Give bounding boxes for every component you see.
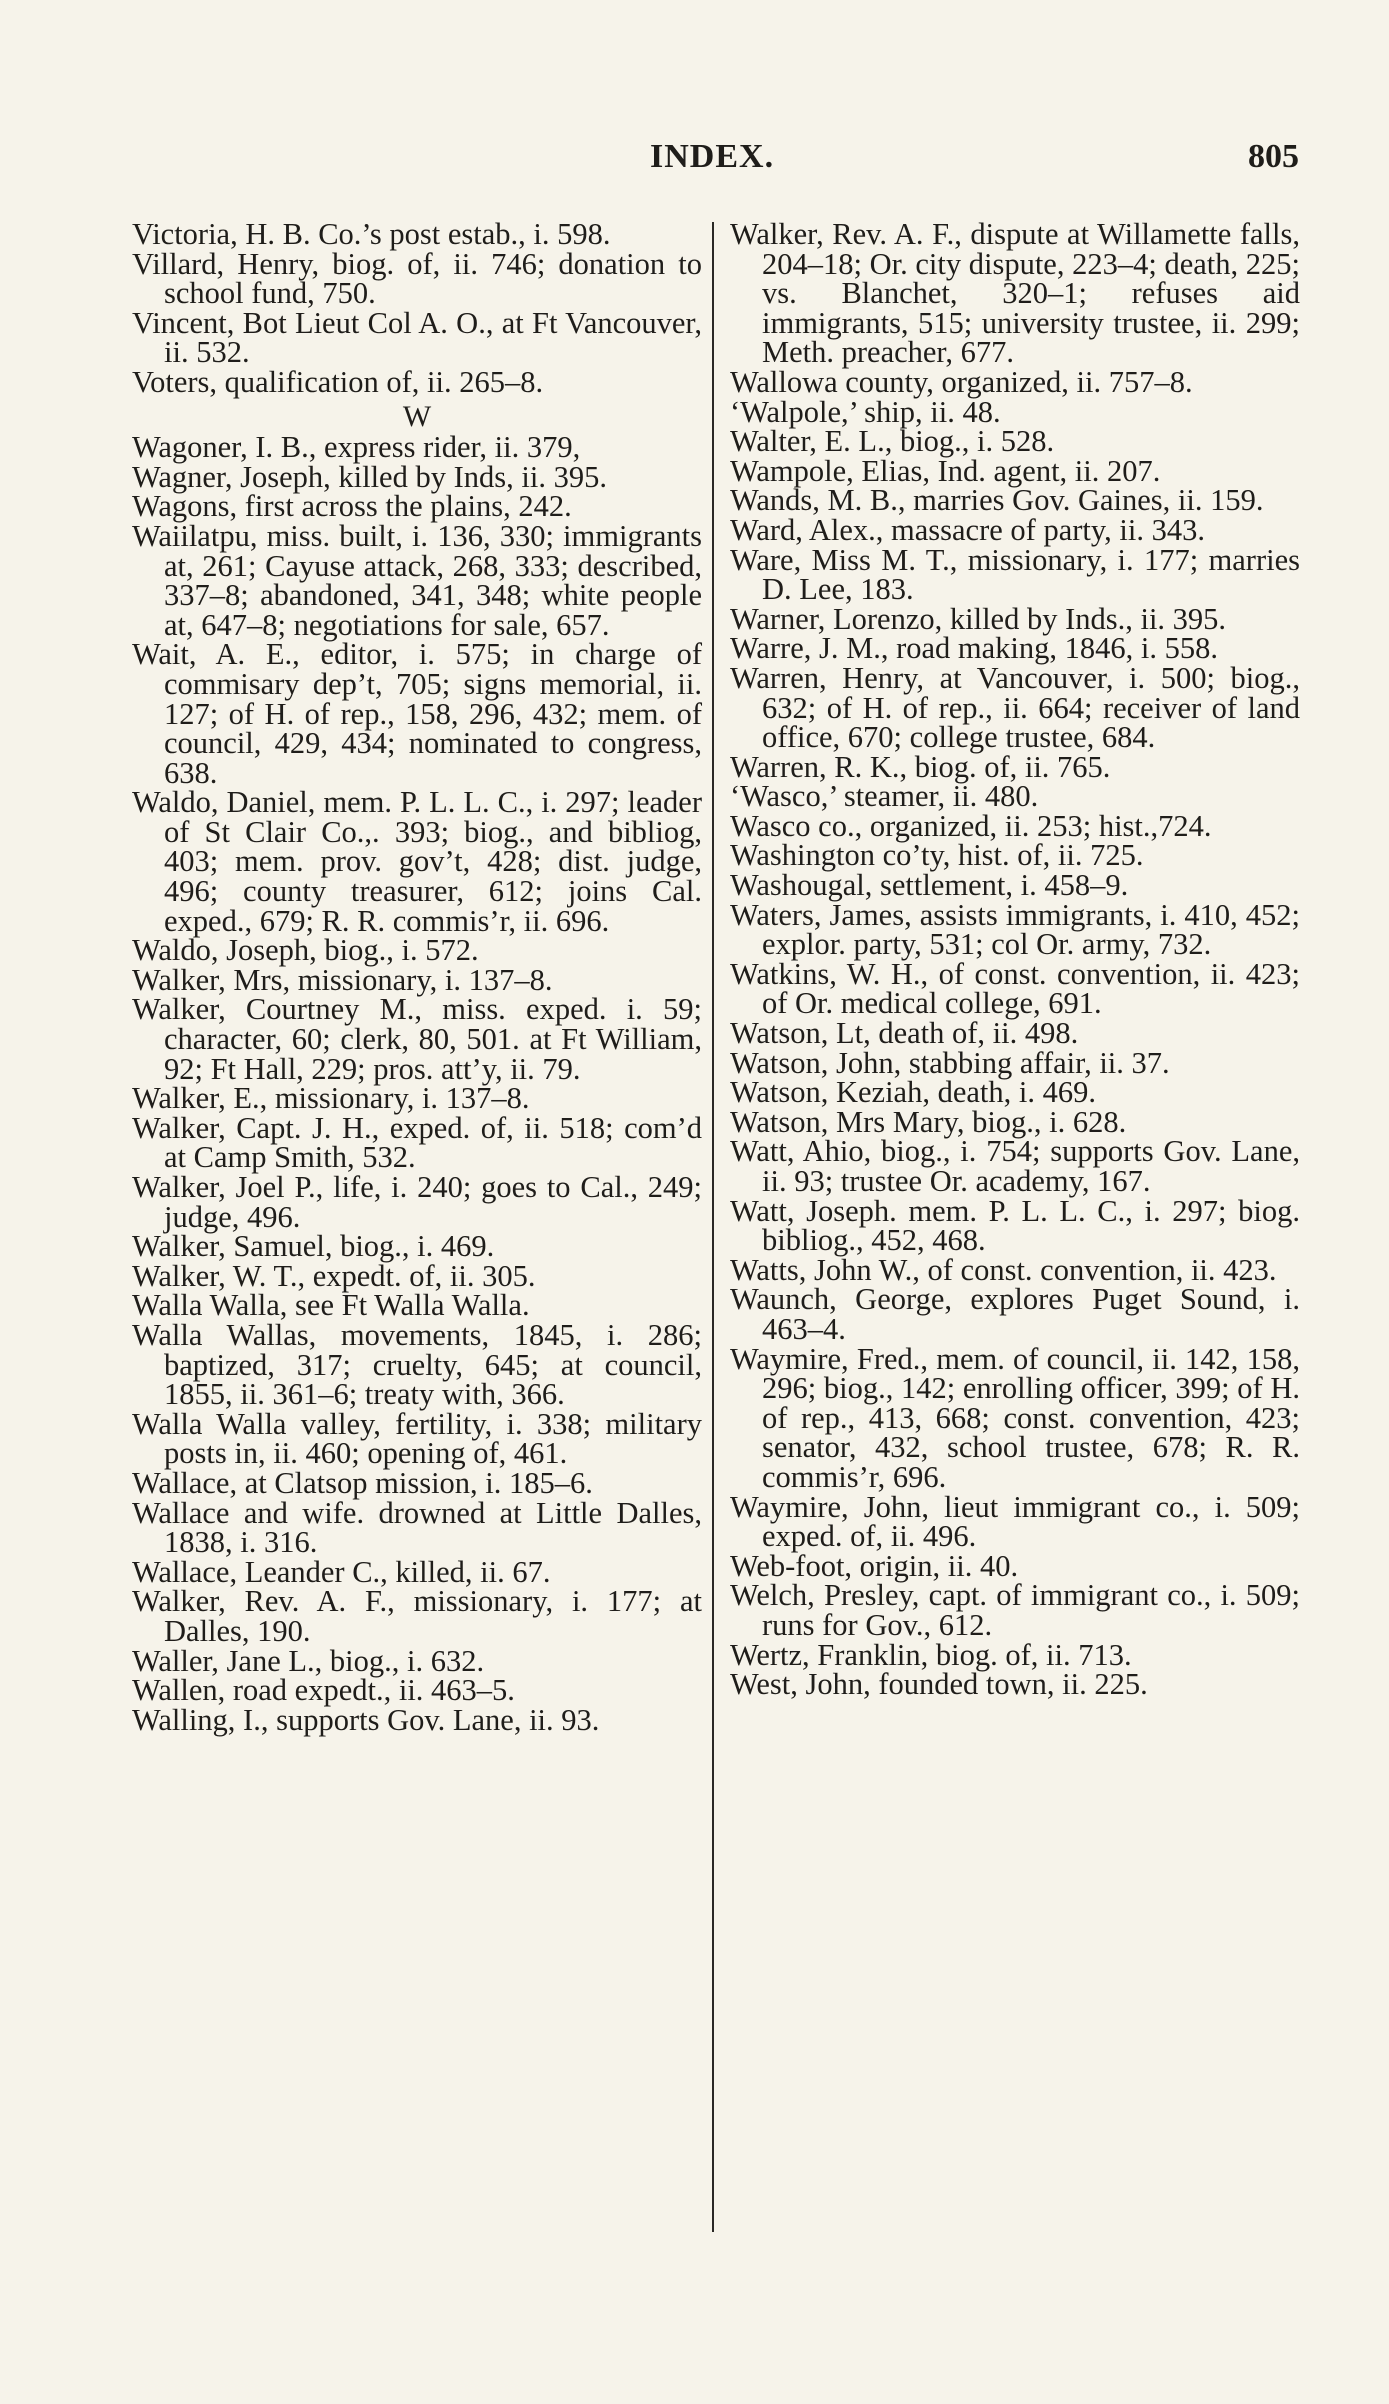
- index-entry: Wertz, Franklin, biog. of, ii. 713.: [730, 1637, 1132, 1672]
- index-entry: ‘Walpole,’ ship, ii. 48.: [730, 394, 1001, 429]
- index-entry: Wallowa county, organized, ii. 757–8.: [730, 364, 1193, 399]
- index-entry: Warren, R. K., biog. of, ii. 765.: [730, 749, 1111, 784]
- index-entry: Watson, Mrs Mary, biog., i. 628.: [730, 1104, 1127, 1139]
- index-entry: Wallace and wife. drowned at Little Dalles, 1838, i. 316.: [132, 1495, 702, 1560]
- index-entry: Walker, Joel P., life, i. 240; goes to Cal., 249; judge, 496.: [132, 1170, 702, 1234]
- index-entry: Warren, Henry, at Vancouver, i. 500; biog., 632; of H. of rep., ii. 664; receiver of land office, 670; college trustee, 684.: [730, 660, 1300, 755]
- index-entry: Wallace, at Clatsop mission, i. 185–6.: [132, 1465, 593, 1500]
- index-entry: Waldo, Joseph, biog., i. 572.: [132, 933, 479, 968]
- index-entry: Waymire, Fred., mem. of council, ii. 142, 158, 296; biog., 142; enrolling officer, 399; of H. of rep., 413, 668; const. convention, 423; senator, 432, school trustee, 678; R. R. commis’r, 696.: [730, 1341, 1300, 1494]
- entries-after-w: [132, 430, 702, 1737]
- index-entry: Wallace, Leander C., killed, ii. 67.: [132, 1554, 551, 1589]
- index-entry: Waunch, George, explores Puget Sound, i. 463–4.: [730, 1282, 1300, 1346]
- index-entry: Wagons, first across the plains, 242.: [132, 489, 572, 524]
- index-entry: Voters, qualification of, ii. 265–8.: [132, 364, 544, 399]
- index-entry: Waiilatpu, miss. built, i. 136, 330; immigrants at, 261; Cayuse attack, 268, 333; described, 337–8; abandoned, 341, 348; white people at, 647–8; negotiations for sale, 657.: [132, 518, 702, 642]
- index-entry: Walker, Courtney M., miss. exped. i. 59; character, 60; clerk, 80, 501. at Ft William, 92; Ft Hall, 229; pros. att’y, ii. 79.: [132, 992, 702, 1086]
- right-entries: [730, 217, 1300, 1702]
- index-entry: Victoria, H. B. Co.’s post estab., i. 598.: [132, 217, 611, 251]
- entries-before-w: [132, 217, 702, 399]
- index-entry: Ward, Alex., massacre of party, ii. 343.: [730, 512, 1205, 547]
- index-entry: Warre, J. M., road making, 1846, i. 558.: [730, 631, 1218, 666]
- index-entry: Warner, Lorenzo, killed by Inds., ii. 395.: [730, 601, 1227, 636]
- index-entry: Washougal, settlement, i. 458–9.: [730, 868, 1129, 903]
- index-entry: Walter, E. L., biog., i. 528.: [730, 424, 1055, 459]
- section-letter: W: [402, 399, 432, 433]
- index-entry: Villard, Henry, biog. of, ii. 746; donation to school fund, 750.: [132, 246, 702, 311]
- page-number: 805: [1248, 138, 1299, 175]
- index-entry: Walla Walla valley, fertility, i. 338; military posts in, ii. 460; opening of, 461.: [132, 1406, 702, 1471]
- index-entry: Wands, M. B., marries Gov. Gaines, ii. 159.: [730, 483, 1264, 518]
- index-entry: Waters, James, assists immigrants, i. 410, 452; explor. party, 531; col Or. army, 732.: [730, 897, 1300, 962]
- index-entry: Watkins, W. H., of const. convention, ii. 423; of Or. medical college, 691.: [730, 956, 1300, 1021]
- index-entry: Washington co’ty, hist. of, ii. 725.: [730, 838, 1144, 873]
- index-entry: Walker, E., missionary, i. 137–8.: [132, 1081, 530, 1116]
- index-entry: Walker, Rev. A. F., dispute at Willamette falls, 204–18; Or. city dispute, 223–4; death, 225; vs. Blanchet, 320–1; refuses aid immigrants, 515; university trustee, ii. 299; Meth. preacher, 677.: [730, 217, 1300, 370]
- index-entry: West, John, founded town, ii. 225.: [730, 1667, 1148, 1702]
- index-entry: Walker, Capt. J. H., exped. of, ii. 518; com’d at Camp Smith, 532.: [132, 1110, 702, 1175]
- page-header: [0, 138, 1389, 188]
- index-entry: Vincent, Bot Lieut Col A. O., at Ft Vancouver, ii. 532.: [132, 305, 702, 370]
- index-entry: Watt, Ahio, biog., i. 754; supports Gov. Lane, ii. 93; trustee Or. academy, 167.: [730, 1134, 1300, 1198]
- index-entry: Watson, Lt, death of, ii. 498.: [730, 1016, 1079, 1051]
- index-entry: Watson, Keziah, death, i. 469.: [730, 1075, 1096, 1110]
- index-entry: Welch, Presley, capt. of immigrant co., i. 509; runs for Gov., 612.: [730, 1578, 1300, 1642]
- index-entry: Walling, I., supports Gov. Lane, ii. 93.: [132, 1702, 600, 1737]
- index-entry: Walker, Mrs, missionary, i. 137–8.: [132, 962, 553, 997]
- column-divider: [712, 222, 714, 2232]
- index-entry: Walker, W. T., expedt. of, ii. 305.: [132, 1258, 536, 1293]
- index-entry: Wagner, Joseph, killed by Inds, ii. 395.: [132, 459, 607, 494]
- index-entry: Watt, Joseph. mem. P. L. L. C., i. 297; biog. bibliog., 452, 468.: [730, 1193, 1300, 1258]
- index-entry: Watts, John W., of const. convention, ii. 423.: [730, 1252, 1277, 1287]
- index-entry: Walla Wallas, movements, 1845, i. 286; baptized, 317; cruelty, 645; at council, 1855, ii. 361–6; treaty with, 366.: [132, 1317, 702, 1412]
- left-column: [132, 217, 702, 1737]
- index-entry: Walla Walla, see Ft Walla Walla.: [132, 1288, 530, 1323]
- index-entry: ‘Wasco,’ steamer, ii. 480.: [730, 779, 1039, 814]
- index-entry: Wait, A. E., editor, i. 575; in charge of commisary dep’t, 705; signs memorial, ii. 127; of H. of rep., 158, 296, 432; mem. of council, 429, 434; nominated to congress, 638.: [132, 637, 702, 790]
- index-entry: Waldo, Daniel, mem. P. L. L. C., i. 297; leader of St Clair Co.,. 393; biog., and bibliog, 403; mem. prov. gov’t, 428; dist. judge, 496; county treasurer, 612; joins Cal. exped., 679; R. R. commis’r, ii. 696.: [132, 785, 702, 938]
- index-entry: Walker, Rev. A. F., missionary, i. 177; at Dalles, 190.: [132, 1584, 702, 1648]
- index-entry: Wampole, Elias, Ind. agent, ii. 207.: [730, 453, 1161, 488]
- index-entry: Wasco co., organized, ii. 253; hist.,724.: [730, 808, 1212, 843]
- index-entry: Walker, Samuel, biog., i. 469.: [132, 1229, 495, 1264]
- right-column: [730, 217, 1300, 1702]
- index-entry: Web-foot, origin, ii. 40.: [730, 1548, 1019, 1583]
- page-title: INDEX.: [650, 138, 775, 175]
- index-entry: Watson, John, stabbing affair, ii. 37.: [730, 1045, 1170, 1080]
- index-entry: Wallen, road expedt., ii. 463–5.: [132, 1673, 515, 1708]
- index-entry: Ware, Miss M. T., missionary, i. 177; marries D. Lee, 183.: [730, 542, 1300, 607]
- index-entry: Wagoner, I. B., express rider, ii. 379,: [132, 430, 581, 465]
- index-entry: Waymire, John, lieut immigrant co., i. 509; exped. of, ii. 496.: [730, 1489, 1300, 1554]
- index-entry: Waller, Jane L., biog., i. 632.: [132, 1643, 485, 1678]
